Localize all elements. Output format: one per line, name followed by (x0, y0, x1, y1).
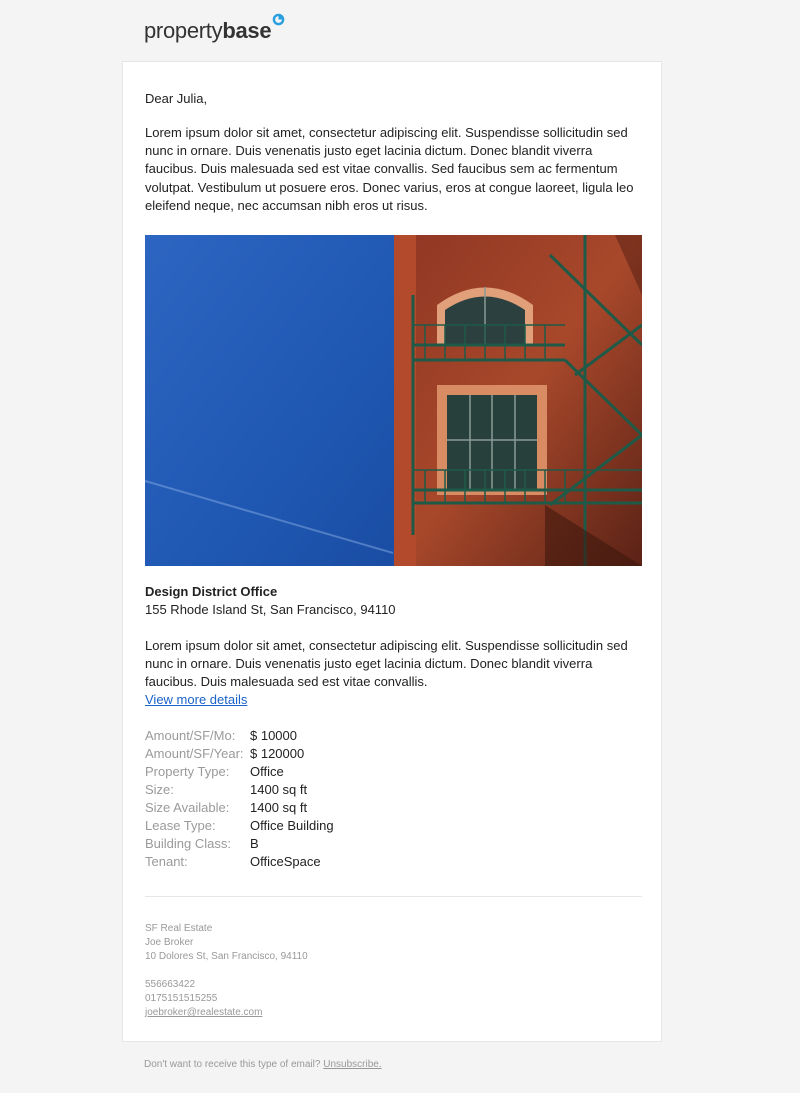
agent-mobile: 0175151515255 (145, 993, 218, 1004)
spec-value: B (250, 836, 259, 851)
property-specs (145, 727, 334, 871)
spec-row-size (145, 781, 334, 799)
spec-label: Size Available: (145, 800, 230, 815)
spec-row-lease-type (145, 817, 334, 835)
logo-wordmark: propertybase (144, 18, 272, 43)
intro-paragraph: Lorem ipsum dolor sit amet, consectetur adipiscing elit. Suspendisse sollicitudin sed nunc in ornare. Duis venenatis justo eget lacinia dictum. Donec blandit viverra faucibus. Duis malesuada sed est vitae convallis. Sed faucibus sem ac fermentum volutpat. Vestibulum ut posuere eros. Donec varius, eros at congue laoreet, ligula leo eleifend neque, nec accumsan nibh eros ut risus. (145, 125, 634, 213)
property-description: Lorem ipsum dolor sit amet, consectetur adipiscing elit. Suspendisse sollicitudin sed nunc in ornare. Duis venenatis justo eget lacinia dictum. Donec blandit viverra faucibus. Duis malesuada sed est vitae convallis. (145, 638, 628, 690)
unsubscribe-link[interactable]: Unsubscribe. (323, 1059, 382, 1070)
spec-row-building-class (145, 835, 334, 853)
view-more-details-link[interactable]: View more details (145, 692, 248, 707)
spec-value: Office (250, 764, 284, 779)
agent-name: Joe Broker (145, 937, 194, 948)
spec-label: Building Class: (145, 836, 231, 851)
agent-contact (145, 922, 308, 1020)
spec-value: $ 10000 (250, 728, 297, 743)
spacer (145, 964, 308, 978)
spec-label: Property Type: (145, 764, 230, 779)
spec-label: Lease Type: (145, 818, 216, 833)
agent-phone: 556663422 (145, 979, 196, 990)
property-title: Design District Office (145, 584, 278, 599)
property-photo (145, 235, 642, 566)
spec-label: Size: (145, 782, 174, 797)
email-card (122, 61, 662, 1042)
spec-row-tenant (145, 853, 334, 871)
spec-label: Amount/SF/Year: (145, 746, 244, 761)
spec-value: 1400 sq ft (250, 800, 308, 815)
unsubscribe-footer (144, 1058, 382, 1072)
spec-label: Amount/SF/Mo: (145, 728, 236, 743)
spec-label: Tenant: (145, 854, 188, 869)
spec-row-amount-month (145, 727, 334, 745)
greeting: Dear Julia, (145, 91, 208, 106)
spec-value: OfficeSpace (250, 854, 321, 869)
agent-company: SF Real Estate (145, 923, 213, 934)
spec-value: $ 120000 (250, 746, 305, 761)
spec-row-property-type (145, 763, 334, 781)
spec-value: Office Building (250, 818, 334, 833)
propertybase-mark-icon (272, 13, 285, 31)
unsubscribe-text: Don't want to receive this type of email? (144, 1059, 321, 1070)
agent-address: 10 Dolores St, San Francisco, 94110 (145, 951, 308, 962)
agent-email-link[interactable]: joebroker@realestate.com (145, 1007, 263, 1018)
spec-row-size-available (145, 799, 334, 817)
divider (145, 896, 642, 897)
spec-row-amount-year (145, 745, 334, 763)
property-address: 155 Rhode Island St, San Francisco, 94110 (145, 602, 396, 617)
spec-value: 1400 sq ft (250, 782, 308, 797)
propertybase-logo (144, 14, 285, 48)
